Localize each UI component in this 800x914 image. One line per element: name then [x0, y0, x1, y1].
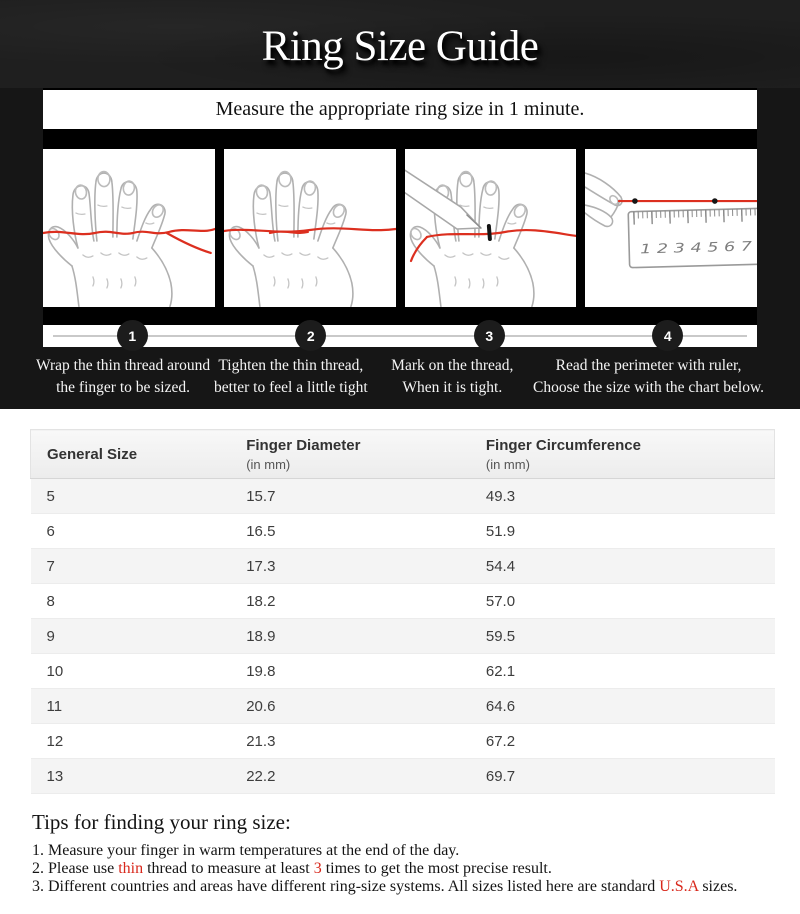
instructions-section — [0, 88, 800, 409]
step3-panel — [405, 149, 577, 307]
step-1-caption: Wrap the thin thread around the finger to be sized. — [36, 357, 211, 396]
highlight-red: thin — [118, 860, 144, 877]
step-2-cell — [222, 325, 401, 347]
table-row: 8 18.2 57.0 — [31, 584, 775, 619]
tip-item-2: 2. Please use thin thread to measure at least 3 times to get the most precise result. — [32, 860, 552, 877]
divider-strip — [43, 129, 757, 149]
step-caption-row — [0, 347, 800, 399]
step1-panel — [43, 149, 215, 307]
tip-item-3: 3. Different countries and areas have different ring-size systems. All sizes listed here are standard U.S.A sizes. — [32, 878, 738, 895]
col-finger-diameter: Finger Diameter (in mm) — [230, 430, 470, 479]
measure-banner: Measure the appropriate ring size in 1 minute. — [43, 90, 757, 129]
step-4-badge: 4 — [654, 322, 681, 349]
size-chart-table — [30, 429, 775, 794]
step-illustration-row — [43, 149, 757, 307]
table-row: 9 18.9 59.5 — [31, 619, 775, 654]
table-row: 5 15.7 49.3 — [31, 479, 775, 514]
col-finger-circumference: Finger Circumference (in mm) — [470, 430, 775, 479]
divider-strip — [43, 307, 757, 325]
step-4-caption: Read the perimeter with ruler, Choose the size with the chart below. — [533, 357, 765, 396]
step-3-cell — [400, 325, 579, 347]
step-4-cell — [579, 325, 758, 347]
table-row: 6 16.5 51.9 — [31, 514, 775, 549]
table-row: 13 22.2 69.7 — [31, 759, 775, 794]
table-row: 7 17.3 54.4 — [31, 549, 775, 584]
highlight-red: U.S.A — [659, 878, 699, 895]
thread-mark-dot — [632, 198, 638, 204]
step-2-badge: 2 — [297, 322, 324, 349]
ruler-measure-icon — [585, 149, 757, 307]
step-1-badge: 1 — [119, 322, 146, 349]
step-progress-bar — [43, 325, 757, 347]
size-chart-section — [0, 409, 800, 794]
hand-wrap-thread-icon — [43, 149, 215, 307]
tip-item-1: 1. Measure your finger in warm temperatures at the end of the day. — [32, 842, 460, 859]
ruler-numbers: 1 2 3 4 5 6 7 — [640, 240, 724, 258]
instructions-frame — [43, 88, 757, 347]
step2-panel — [224, 149, 396, 307]
highlight-red: 3 — [313, 860, 322, 877]
hand-tighten-thread-icon — [224, 149, 396, 307]
step-3-badge: 3 — [476, 322, 503, 349]
step-1-cell — [43, 325, 222, 347]
tips-title: Tips for finding your ring size: — [32, 810, 291, 834]
step-2-caption: Tighten the thin thread, better to feel a little tight — [214, 357, 368, 396]
pen-marking-thread-icon — [405, 149, 577, 307]
col-general-size: General Size — [31, 430, 231, 479]
page-title: Ring Size Guide — [261, 22, 539, 70]
table-header-row — [31, 430, 775, 479]
step-3-caption: Mark on the thread, When it is tight. — [391, 357, 514, 396]
table-row: 11 20.6 64.6 — [31, 689, 775, 724]
table-row: 10 19.8 62.1 — [31, 654, 775, 689]
step4-panel — [585, 149, 757, 307]
table-row: 12 21.3 67.2 — [31, 724, 775, 759]
tips-section — [32, 810, 800, 896]
title-bar — [0, 0, 800, 88]
thread-mark-dot — [712, 198, 718, 204]
